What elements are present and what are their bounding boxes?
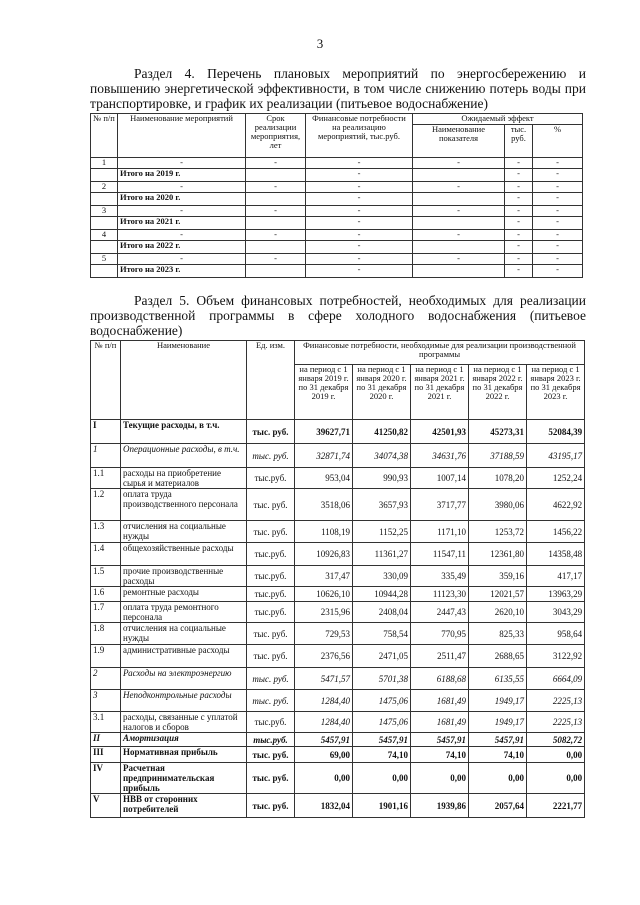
s5-cell-value: 45273,31 — [469, 420, 527, 444]
s5-cell-value: 1832,04 — [295, 794, 353, 818]
s4-cell-num: 2 — [91, 182, 118, 193]
s5-cell-value: 10944,28 — [353, 587, 411, 602]
s5-cell-name: прочие производственные расходы — [121, 566, 247, 587]
s5-cell-value: 335,49 — [411, 566, 469, 587]
s4-cell-num: 1 — [91, 158, 118, 169]
s5-cell-value: 1284,40 — [295, 690, 353, 712]
s4-table-row — [91, 193, 583, 206]
s4-cell-indicator — [413, 193, 505, 206]
s5-cell-value: 359,16 — [469, 566, 527, 587]
s5-cell-value: 11123,30 — [411, 587, 469, 602]
s5-cell-num: 1.2 — [91, 489, 121, 521]
s5-cell-value: 5457,91 — [353, 733, 411, 747]
s5-table-row — [91, 543, 585, 566]
s5-cell-value: 2057,64 — [469, 794, 527, 818]
s4-cell-name: - — [118, 158, 246, 169]
s5-cell-value: 52084,39 — [527, 420, 585, 444]
s4-cell-num: 3 — [91, 206, 118, 217]
s4-cell-num — [91, 241, 118, 254]
s5-cell-unit: тыс. руб. — [247, 794, 295, 818]
s5-cell-value: 0,00 — [295, 763, 353, 794]
s5-cell-name: административные расходы — [121, 645, 247, 668]
s5-table-row — [91, 623, 585, 645]
s5-cell-unit: тыс. руб. — [247, 690, 295, 712]
s4-cell-num: 4 — [91, 230, 118, 241]
s4-table-row — [91, 182, 583, 193]
s4-cell-name: Итого на 2021 г. — [118, 217, 246, 230]
s5-cell-value: 74,10 — [353, 747, 411, 763]
s4-cell-indicator — [413, 241, 505, 254]
s5-cell-unit: тыс. руб. — [247, 645, 295, 668]
s5-table-row — [91, 602, 585, 623]
s5-cell-value: 1475,06 — [353, 712, 411, 733]
s5-table-row — [91, 712, 585, 733]
s4-cell-fin: - — [306, 182, 413, 193]
s4-cell-fin: - — [306, 241, 413, 254]
s5-cell-unit: тыс.руб. — [247, 587, 295, 602]
s5-cell-value: 39627,71 — [295, 420, 353, 444]
s5-cell-value: 1901,16 — [353, 794, 411, 818]
s4-cell-fin: - — [306, 193, 413, 206]
s5-cell-num: 1.8 — [91, 623, 121, 645]
s4-cell-name: - — [118, 206, 246, 217]
s4-cell-num — [91, 193, 118, 206]
s5-cell-value: 2376,56 — [295, 645, 353, 668]
s5-cell-value: 1253,72 — [469, 521, 527, 543]
s5-table-row — [91, 645, 585, 668]
s4-cell-name: - — [118, 230, 246, 241]
s4-cell-term: - — [246, 158, 306, 169]
s4-header-term: Срок реализации мероприятия, лет — [246, 114, 306, 158]
s5-table-row — [91, 444, 585, 468]
s5-cell-value: 6135,55 — [469, 668, 527, 690]
s5-table-row — [91, 747, 585, 763]
s5-cell-value: 3980,06 — [469, 489, 527, 521]
section4-title: Раздел 4. Перечень плановых мероприятий по энергосбережению и повышению энергетической эффективности, в том числе снижению потерь воды при транспортировке, и график их реализации (питьевое водоснабжение) — [90, 66, 586, 111]
s4-header-thous: тыс. руб. — [505, 125, 533, 158]
s5-cell-name: отчисления на социальные нужды — [121, 623, 247, 645]
s4-cell-pct: - — [533, 182, 583, 193]
s4-cell-thous: - — [505, 193, 533, 206]
section4-table — [90, 113, 583, 278]
s5-table-row — [91, 566, 585, 587]
s4-cell-fin: - — [306, 217, 413, 230]
s5-table-row — [91, 468, 585, 489]
s4-cell-thous: - — [505, 254, 533, 265]
s5-cell-num: 1.1 — [91, 468, 121, 489]
s4-cell-fin: - — [306, 230, 413, 241]
s5-cell-value: 1475,06 — [353, 690, 411, 712]
s5-cell-value: 2447,43 — [411, 602, 469, 623]
s5-cell-num: 1.4 — [91, 543, 121, 566]
s5-cell-value: 0,00 — [527, 747, 585, 763]
s5-cell-num: 3 — [91, 690, 121, 712]
s4-cell-pct: - — [533, 254, 583, 265]
s5-cell-value: 1456,22 — [527, 521, 585, 543]
s5-cell-value: 0,00 — [527, 763, 585, 794]
s5-table-row — [91, 794, 585, 818]
s5-cell-num: 2 — [91, 668, 121, 690]
s4-cell-num — [91, 265, 118, 278]
s4-cell-thous: - — [505, 158, 533, 169]
s4-cell-thous: - — [505, 169, 533, 182]
s5-table-row — [91, 489, 585, 521]
s4-cell-name: Итого на 2023 г. — [118, 265, 246, 278]
s5-cell-num: 1.5 — [91, 566, 121, 587]
s5-cell-num: III — [91, 747, 121, 763]
s4-cell-name: - — [118, 254, 246, 265]
s5-cell-value: 1108,19 — [295, 521, 353, 543]
s4-table-row — [91, 206, 583, 217]
s4-table-row — [91, 265, 583, 278]
s4-cell-term — [246, 241, 306, 254]
s4-cell-thous: - — [505, 241, 533, 254]
s5-cell-value: 0,00 — [411, 763, 469, 794]
s4-cell-term — [246, 169, 306, 182]
s5-cell-unit: тыс. руб. — [247, 623, 295, 645]
s4-cell-pct: - — [533, 217, 583, 230]
s5-cell-value: 74,10 — [469, 747, 527, 763]
s4-header-pct: % — [533, 125, 583, 158]
s4-table-row — [91, 217, 583, 230]
s5-cell-value: 74,10 — [411, 747, 469, 763]
s4-header-num: № п/п — [91, 114, 118, 158]
s5-cell-value: 3122,92 — [527, 645, 585, 668]
s4-cell-term — [246, 193, 306, 206]
s5-cell-value: 770,95 — [411, 623, 469, 645]
s5-cell-value: 3657,93 — [353, 489, 411, 521]
s5-cell-value: 3717,77 — [411, 489, 469, 521]
s5-cell-value: 69,00 — [295, 747, 353, 763]
s4-cell-term — [246, 217, 306, 230]
s5-cell-value: 42501,93 — [411, 420, 469, 444]
s4-cell-thous: - — [505, 230, 533, 241]
s5-cell-num: 1 — [91, 444, 121, 468]
s4-cell-indicator: - — [413, 158, 505, 169]
s5-cell-value: 317,47 — [295, 566, 353, 587]
s4-cell-pct: - — [533, 265, 583, 278]
s5-cell-name: Неподконтрольные расходы — [121, 690, 247, 712]
s5-cell-value: 2620,10 — [469, 602, 527, 623]
s5-header-period: на период с 1 января 2021 г. по 31 декабря 2021 г. — [411, 365, 469, 420]
s5-cell-value: 2471,05 — [353, 645, 411, 668]
s5-cell-value: 5082,72 — [527, 733, 585, 747]
s5-cell-value: 2225,13 — [527, 690, 585, 712]
s5-cell-value: 10626,10 — [295, 587, 353, 602]
s5-cell-unit: тыс. руб. — [247, 668, 295, 690]
s5-cell-unit: тыс. руб. — [247, 521, 295, 543]
s4-table-row — [91, 169, 583, 182]
s5-cell-value: 330,09 — [353, 566, 411, 587]
s5-cell-num: 1.6 — [91, 587, 121, 602]
s5-header-name: Наименование — [121, 341, 247, 420]
s5-cell-value: 1284,40 — [295, 712, 353, 733]
s5-table-row — [91, 587, 585, 602]
s4-cell-fin: - — [306, 265, 413, 278]
s5-cell-name: оплата труда производственного персонала — [121, 489, 247, 521]
s4-cell-indicator — [413, 265, 505, 278]
s5-header-num: № п/п — [91, 341, 121, 420]
s5-cell-name: Операционные расходы, в т.ч. — [121, 444, 247, 468]
s5-header-group: Финансовые потребности, необходимые для реализации производственной программы — [295, 341, 585, 365]
s5-cell-value: 958,64 — [527, 623, 585, 645]
s5-cell-value: 12361,80 — [469, 543, 527, 566]
s4-table-row — [91, 241, 583, 254]
s5-cell-name: Амортизация — [121, 733, 247, 747]
s5-cell-unit: тыс. руб. — [247, 763, 295, 794]
s5-cell-value: 2221,77 — [527, 794, 585, 818]
s5-cell-value: 0,00 — [353, 763, 411, 794]
s4-cell-fin: - — [306, 254, 413, 265]
s5-cell-value: 5457,91 — [411, 733, 469, 747]
s5-cell-value: 417,17 — [527, 566, 585, 587]
s5-table-row — [91, 763, 585, 794]
s5-cell-value: 6188,68 — [411, 668, 469, 690]
s5-cell-value: 5471,57 — [295, 668, 353, 690]
s5-cell-value: 41250,82 — [353, 420, 411, 444]
s4-cell-pct: - — [533, 241, 583, 254]
s5-cell-value: 34074,38 — [353, 444, 411, 468]
page-number: 3 — [316, 36, 324, 51]
s5-cell-value: 1949,17 — [469, 690, 527, 712]
s5-cell-value: 34631,76 — [411, 444, 469, 468]
s4-cell-fin: - — [306, 158, 413, 169]
s5-cell-value: 2511,47 — [411, 645, 469, 668]
s4-cell-indicator: - — [413, 230, 505, 241]
s5-cell-value: 1007,14 — [411, 468, 469, 489]
s5-table-row — [91, 733, 585, 747]
s5-cell-name: Расходы на электроэнергию — [121, 668, 247, 690]
s4-cell-pct: - — [533, 230, 583, 241]
s4-cell-term: - — [246, 254, 306, 265]
s5-cell-unit: тыс.руб. — [247, 602, 295, 623]
s4-cell-pct: - — [533, 206, 583, 217]
s5-cell-value: 14358,48 — [527, 543, 585, 566]
s4-cell-name: Итого на 2019 г. — [118, 169, 246, 182]
s4-cell-indicator: - — [413, 254, 505, 265]
s5-cell-value: 2688,65 — [469, 645, 527, 668]
s5-cell-value: 1078,20 — [469, 468, 527, 489]
s5-cell-name: ремонтные расходы — [121, 587, 247, 602]
s5-header-period: на период с 1 января 2023 г. по 31 декабря 2023 г. — [527, 365, 585, 420]
s4-cell-term — [246, 265, 306, 278]
s5-cell-name: оплата труда ремонтного персонала — [121, 602, 247, 623]
s5-cell-unit: тыс.руб. — [247, 733, 295, 747]
s4-cell-name: Итого на 2022 г. — [118, 241, 246, 254]
s4-header-indicator: Наименование показателя — [413, 125, 505, 158]
s4-cell-num — [91, 169, 118, 182]
s5-cell-name: расходы на приобретение сырья и материалов — [121, 468, 247, 489]
s4-cell-indicator: - — [413, 182, 505, 193]
s5-header-period: на период с 1 января 2022 г. по 31 декабря 2022 г. — [469, 365, 527, 420]
s5-cell-value: 1681,49 — [411, 690, 469, 712]
s5-cell-name: Расчетная предпринимательская прибыль — [121, 763, 247, 794]
s4-cell-indicator — [413, 217, 505, 230]
s4-cell-fin: - — [306, 206, 413, 217]
s5-cell-num: 3.1 — [91, 712, 121, 733]
s4-cell-pct: - — [533, 169, 583, 182]
s5-cell-unit: тыс. руб. — [247, 444, 295, 468]
s5-cell-unit: тыс. руб. — [247, 489, 295, 521]
s5-cell-value: 4622,92 — [527, 489, 585, 521]
s5-cell-value: 10926,83 — [295, 543, 353, 566]
s4-cell-name: - — [118, 182, 246, 193]
s5-table-row — [91, 420, 585, 444]
s5-cell-num: 1.7 — [91, 602, 121, 623]
s4-cell-term: - — [246, 182, 306, 193]
s5-cell-value: 11547,11 — [411, 543, 469, 566]
s5-cell-value: 1171,10 — [411, 521, 469, 543]
s5-cell-value: 729,53 — [295, 623, 353, 645]
s4-cell-pct: - — [533, 193, 583, 206]
s5-cell-unit: тыс.руб. — [247, 543, 295, 566]
s5-cell-value: 0,00 — [469, 763, 527, 794]
s4-cell-name: Итого на 2020 г. — [118, 193, 246, 206]
s5-cell-num: II — [91, 733, 121, 747]
s5-cell-value: 13963,29 — [527, 587, 585, 602]
s5-cell-value: 11361,27 — [353, 543, 411, 566]
s4-cell-term: - — [246, 206, 306, 217]
s5-cell-name: Текущие расходы, в т.ч. — [121, 420, 247, 444]
s5-cell-value: 1252,24 — [527, 468, 585, 489]
s5-cell-unit: тыс.руб. — [247, 566, 295, 587]
s5-cell-value: 990,93 — [353, 468, 411, 489]
s5-cell-value: 1681,49 — [411, 712, 469, 733]
s5-table-row — [91, 690, 585, 712]
s5-cell-value: 43195,17 — [527, 444, 585, 468]
s5-cell-value: 953,04 — [295, 468, 353, 489]
s5-cell-name: отчисления на социальные нужды — [121, 521, 247, 543]
s5-header-period: на период с 1 января 2019 г. по 31 декабря 2019 г. — [295, 365, 353, 420]
s5-cell-value: 758,54 — [353, 623, 411, 645]
s4-cell-thous: - — [505, 182, 533, 193]
s4-cell-num — [91, 217, 118, 230]
s5-cell-value: 2315,96 — [295, 602, 353, 623]
s4-cell-indicator — [413, 169, 505, 182]
s4-header-name: Наименование мероприятий — [118, 114, 246, 158]
s5-cell-value: 1949,17 — [469, 712, 527, 733]
s5-cell-unit: тыс. руб. — [247, 747, 295, 763]
s5-cell-value: 1939,86 — [411, 794, 469, 818]
section5-title: Раздел 5. Объем финансовых потребностей, необходимых для реализации производственной программы в сфере холодного водоснабжения (питьевое водоснабжение) — [90, 293, 586, 338]
s5-cell-unit: тыс. руб. — [247, 420, 295, 444]
s5-cell-name: Нормативная прибыль — [121, 747, 247, 763]
s5-cell-unit: тыс.руб. — [247, 712, 295, 733]
s5-cell-value: 1152,25 — [353, 521, 411, 543]
s5-table-row — [91, 668, 585, 690]
s5-cell-value: 3518,06 — [295, 489, 353, 521]
s4-header-effect: Ожидаемый эффект — [413, 114, 583, 125]
s5-cell-value: 5701,38 — [353, 668, 411, 690]
s5-table-row — [91, 521, 585, 543]
s5-cell-name: общехозяйственные расходы — [121, 543, 247, 566]
s4-cell-pct: - — [533, 158, 583, 169]
s4-cell-fin: - — [306, 169, 413, 182]
s5-cell-value: 5457,91 — [295, 733, 353, 747]
s5-header-unit: Ед. изм. — [247, 341, 295, 420]
s5-cell-value: 2225,13 — [527, 712, 585, 733]
s4-cell-num: 5 — [91, 254, 118, 265]
s4-cell-term: - — [246, 230, 306, 241]
s5-cell-value: 37188,59 — [469, 444, 527, 468]
s5-cell-value: 32871,74 — [295, 444, 353, 468]
s5-header-period: на период с 1 января 2020 г. по 31 декабря 2020 г. — [353, 365, 411, 420]
s5-cell-num: 1.3 — [91, 521, 121, 543]
s4-table-row — [91, 158, 583, 169]
s5-cell-num: 1.9 — [91, 645, 121, 668]
s4-cell-thous: - — [505, 206, 533, 217]
s5-cell-value: 3043,29 — [527, 602, 585, 623]
s5-cell-num: I — [91, 420, 121, 444]
section5-table — [90, 340, 585, 818]
s5-cell-value: 6664,09 — [527, 668, 585, 690]
s5-cell-value: 825,33 — [469, 623, 527, 645]
s4-cell-indicator: - — [413, 206, 505, 217]
s5-cell-value: 12021,57 — [469, 587, 527, 602]
s4-header-fin: Финансовые потребности на реализацию мероприятий, тыс.руб. — [306, 114, 413, 158]
s4-cell-thous: - — [505, 217, 533, 230]
s5-cell-value: 5457,91 — [469, 733, 527, 747]
s5-cell-unit: тыс.руб. — [247, 468, 295, 489]
s4-table-row — [91, 254, 583, 265]
s5-cell-num: V — [91, 794, 121, 818]
s4-table-row — [91, 230, 583, 241]
s5-cell-name: НВВ от сторонних потребителей — [121, 794, 247, 818]
s5-cell-name: расходы, связанные с уплатой налогов и сборов — [121, 712, 247, 733]
s5-cell-value: 2408,04 — [353, 602, 411, 623]
s4-cell-thous: - — [505, 265, 533, 278]
s5-cell-num: IV — [91, 763, 121, 794]
